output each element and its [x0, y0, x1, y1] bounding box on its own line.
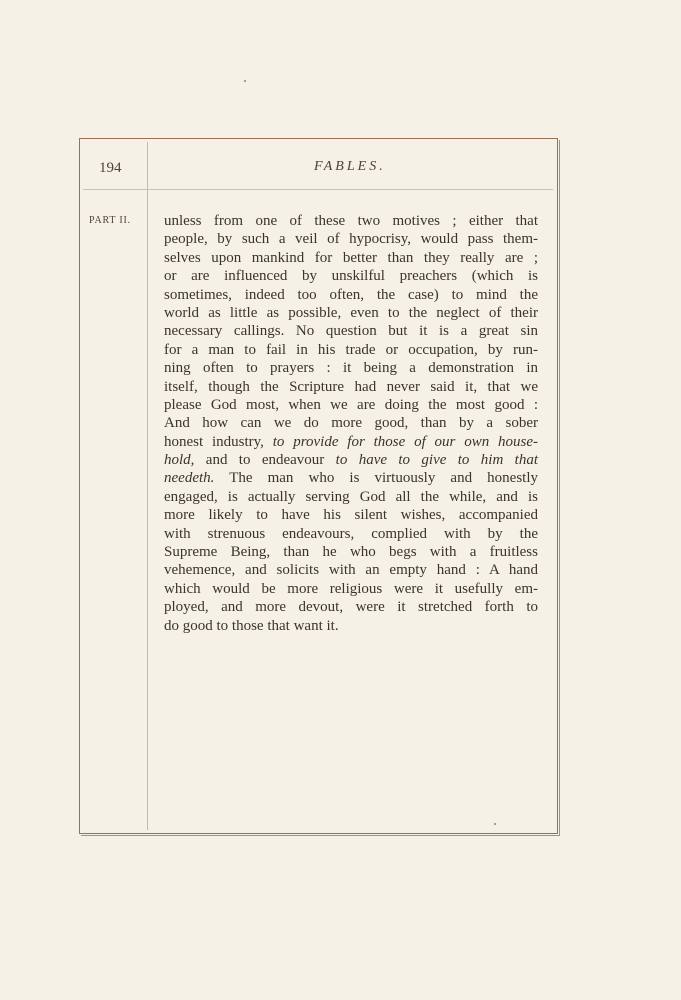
text-line [164, 341, 538, 359]
text-run: or are influenced by unskilful preachers (which is [164, 268, 538, 285]
text-run: selves upon mankind for better than they really are ; [164, 249, 538, 266]
text-line [164, 378, 538, 396]
text-line [164, 617, 538, 635]
text-run: do good to those that want it. [164, 617, 339, 634]
text-line [164, 286, 538, 304]
text-run: Supreme Being, than he who begs with a fruitless [164, 544, 538, 561]
text-run: sometimes, indeed too often, the case) to mind the [164, 286, 538, 303]
italic-run: needeth. [164, 470, 215, 487]
text-run: more likely to have his silent wishes, accompanied [164, 507, 538, 524]
text-run: ning often to prayers : it being a demonstration in [164, 360, 538, 377]
margin-column-rule [147, 142, 148, 830]
text-run: world as little as possible, even to the neglect of their [164, 304, 538, 321]
text-run: And how can we do more good, than by a sober [164, 415, 538, 432]
text-run: vehemence, and solicits with an empty hand : A hand [164, 562, 538, 579]
text-run: unless from one of these two motives ; either that [164, 213, 538, 229]
text-line [164, 561, 538, 579]
text-line [164, 212, 538, 230]
text-run: for a man to fail in his trade or occupation, by run- [164, 341, 538, 358]
text-line [164, 580, 538, 598]
text-run: itself, though the Scripture had never said it, that we [164, 378, 538, 395]
italic-run: to have to give to him that [335, 452, 538, 469]
body-text [164, 212, 538, 635]
text-run: people, by such a veil of hypocrisy, would pass them- [164, 231, 538, 248]
text-line [164, 322, 538, 340]
text-line [164, 525, 538, 543]
text-line [164, 396, 538, 414]
text-run: The man who is virtuously and honestly [214, 470, 538, 487]
text-run: necessary callings. No question but it is a great sin [164, 323, 538, 340]
margin-note-part: PART II. [89, 215, 131, 226]
running-head: FABLES. [314, 159, 386, 174]
text-line [164, 543, 538, 561]
text-run: with strenuous endeavours, complied with by the [164, 525, 538, 542]
text-line [164, 451, 538, 469]
text-line [164, 433, 538, 451]
text-run: honest industry, [164, 433, 273, 450]
page-number: 194 [99, 160, 122, 176]
paper-speck [244, 80, 246, 82]
italic-run: hold, [164, 452, 195, 469]
text-run: which would be more religious were it usefully em- [164, 580, 538, 597]
text-line [164, 249, 538, 267]
italic-run: to provide for those of our own house- [272, 433, 538, 450]
text-line [164, 267, 538, 285]
text-line [164, 230, 538, 248]
text-line [164, 469, 538, 487]
text-line [164, 598, 538, 616]
text-run: please God most, when we are doing the most good : [164, 396, 538, 413]
text-line [164, 488, 538, 506]
text-run: and to endeavour [194, 452, 336, 469]
header-rule [83, 189, 553, 190]
text-line [164, 506, 538, 524]
text-run: ployed, and more devout, were it stretched forth to [164, 599, 538, 616]
text-line [164, 304, 538, 322]
paper-speck [494, 823, 496, 825]
text-line [164, 414, 538, 432]
text-line [164, 359, 538, 377]
text-run: engaged, is actually serving God all the while, and is [164, 488, 538, 505]
